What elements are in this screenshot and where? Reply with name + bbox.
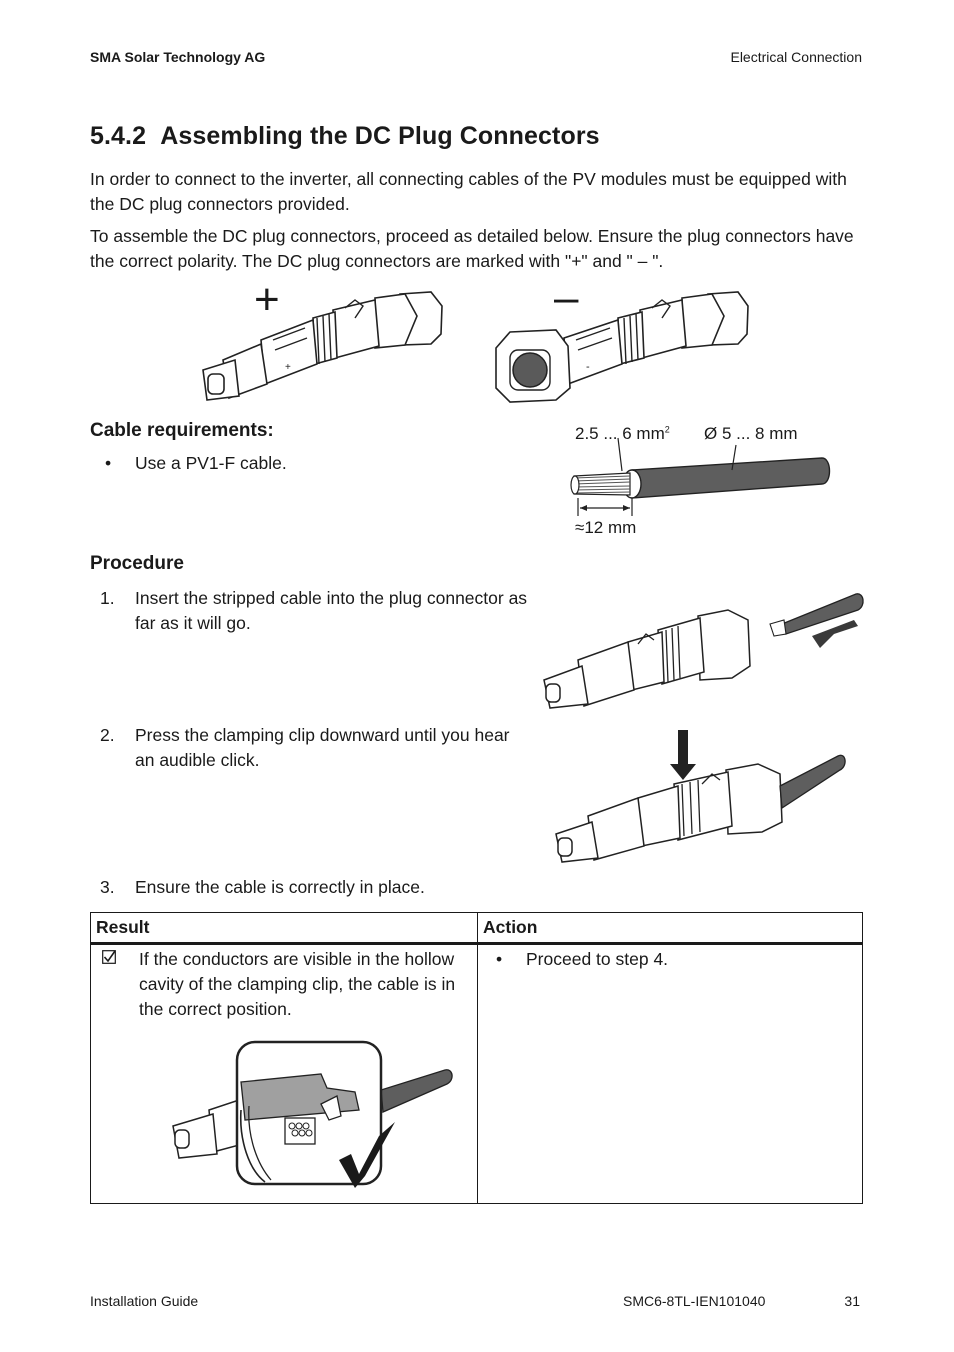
intro-paragraph-2: To assemble the DC plug connectors, proceed as detailed below. Ensure the plug connectors have the correct polarity. The DC plug connectors are marked with "+" and " – ". [90, 226, 854, 271]
header-company: SMA Solar Technology AG [90, 49, 266, 65]
diameter-label: Ø 5 ... 8 mm [704, 424, 798, 443]
step-number: 1. [100, 588, 115, 608]
procedure-step-2 [100, 723, 530, 775]
result-cell [91, 944, 478, 1204]
step-number: 2. [100, 725, 115, 745]
strip-length-label: ≈12 mm [575, 518, 637, 537]
step-number: 3. [100, 877, 115, 897]
section-title [90, 122, 600, 151]
footer-doc-type: Installation Guide [90, 1293, 199, 1309]
checkbox-checked-icon [102, 950, 116, 964]
correct-position-illustration [169, 1040, 459, 1195]
result-text: If the conductors are visible in the hollow cavity of the clamping clip, the cable is in the correct position. [139, 949, 456, 1019]
result-column-header: Result [91, 913, 478, 944]
header-chapter: Electrical Connection [730, 49, 862, 65]
cable-requirement-text: Use a PV1-F cable. [135, 453, 287, 473]
footer-page-number: 31 [844, 1293, 860, 1309]
cable-requirements-heading: Cable requirements: [90, 420, 274, 441]
cross-section-exponent: 2 [664, 424, 670, 435]
procedure-step-3 [100, 875, 530, 901]
press-clip-illustration [552, 726, 852, 866]
section-number: 5.4.2 [90, 122, 147, 150]
minus-connector-illustration [490, 288, 755, 403]
cross-section-value: 2.5 ... 6 mm [575, 424, 665, 443]
stripped-cable-illustration [560, 440, 840, 520]
plus-polarity-mark: + [254, 275, 280, 324]
insert-cable-illustration [538, 590, 868, 710]
minus-polarity-mark: – [554, 273, 579, 322]
svg-text:+: + [285, 362, 291, 373]
step-text: Press the clamping clip downward until you hear an audible click. [135, 725, 510, 770]
result-action-table [90, 912, 863, 1204]
procedure-step-1 [100, 586, 530, 638]
svg-text:-: - [586, 361, 590, 373]
bullet-icon: • [105, 453, 112, 473]
action-cell [478, 944, 863, 1204]
action-column-header: Action [478, 913, 863, 944]
bullet-icon: • [496, 949, 503, 969]
section-title-text: Assembling the DC Plug Connectors [160, 122, 600, 150]
procedure-heading: Procedure [90, 553, 184, 574]
table-row [91, 944, 863, 1204]
action-text: Proceed to step 4. [526, 949, 669, 969]
step-text: Ensure the cable is correctly in place. [135, 877, 425, 897]
step-text: Insert the stripped cable into the plug connector as far as it will go. [135, 588, 528, 633]
footer-doc-id: SMC6-8TL-IEN101040 [623, 1293, 766, 1309]
plus-connector-illustration [195, 288, 450, 403]
intro-paragraph-1: In order to connect to the inverter, all connecting cables of the PV modules must be equipped with the DC plug connectors provided. [90, 169, 847, 214]
